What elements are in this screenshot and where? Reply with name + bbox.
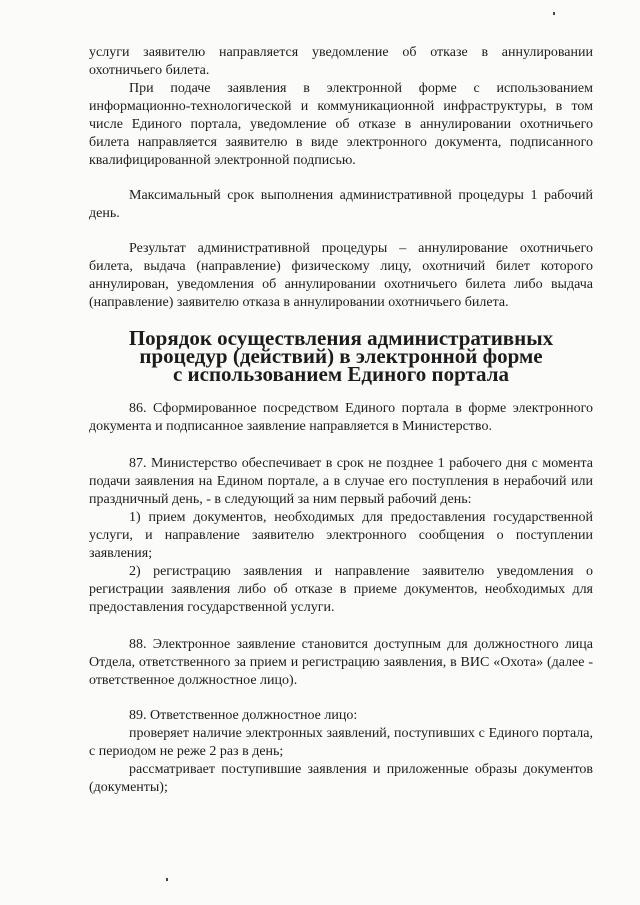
scan-speck bbox=[553, 12, 555, 15]
paragraph-87-item-2: 2) регистрацию заявления и направление заявителю уведомления о регистрации заявления либо об отказе в приеме документов, необходимых для предоставления государственной услуги. bbox=[89, 564, 593, 615]
paragraph-electronic-notice: При подаче заявления в электронной форме с использованием информационно-технологической и коммуникационной инфраструктуры, в том числе Единого портала, уведомление об отказе в аннулировании охотничьего билета направляется заявителю в виде электронного документа, подписанного квалифицированной электронной подписью. bbox=[89, 81, 593, 168]
paragraph-87: 87. Министерство обеспечивает в срок не позднее 1 рабочего дня с момента подачи заявления на Едином портале, а в случае его поступления в нерабочий или праздничный день, - в следующий за ним первый рабочий день: bbox=[89, 456, 593, 507]
section-heading-line: процедур (действий) в электронной форме bbox=[139, 344, 543, 368]
paragraph-89-review: рассматривает поступившие заявления и приложенные образы документов (документы); bbox=[89, 762, 593, 795]
section-heading-line: Порядок осуществления административных bbox=[128, 326, 554, 350]
paragraph-87-item-1: 1) прием документов, необходимых для предоставления государственной услуги, и направление заявителю электронного сообщения о поступлении заявления; bbox=[89, 510, 593, 561]
paragraph-refusal-notice: услуги заявителю направляется уведомление об отказе в аннулировании охотничьего билета. bbox=[89, 45, 593, 78]
section-heading-line: с использованием Единого портала bbox=[172, 362, 510, 386]
paragraph-89-check: проверяет наличие электронных заявлений, поступивших с Единого портала, с периодом не реже 2 раз в день; bbox=[89, 726, 593, 759]
section-heading bbox=[89, 326, 593, 386]
document-body bbox=[89, 44, 593, 797]
paragraph-88: 88. Электронное заявление становится доступным для должностного лица Отдела, ответственного за прием и регистрацию заявления, в ВИС «Охота» (далее - ответственное должностное лицо). bbox=[89, 637, 593, 688]
paragraph-max-term: Максимальный срок выполнения административной процедуры 1 рабочий день. bbox=[89, 188, 593, 221]
paragraph-86: 86. Сформированное посредством Единого портала в форме электронного документа и подписанное заявление направляется в Министерство. bbox=[89, 401, 593, 434]
paragraph-procedure-result: Результат административной процедуры – аннулирование охотничьего билета, выдача (направление) физическому лицу, охотничий билет которого аннулирован, уведомления об аннулировании охотничьего билета либо выдача (направление) заявителю отказа в аннулировании охотничьего билета. bbox=[89, 241, 593, 310]
paragraph-89: 89. Ответственное должностное лицо: bbox=[129, 708, 358, 723]
scan-speck bbox=[166, 878, 168, 881]
